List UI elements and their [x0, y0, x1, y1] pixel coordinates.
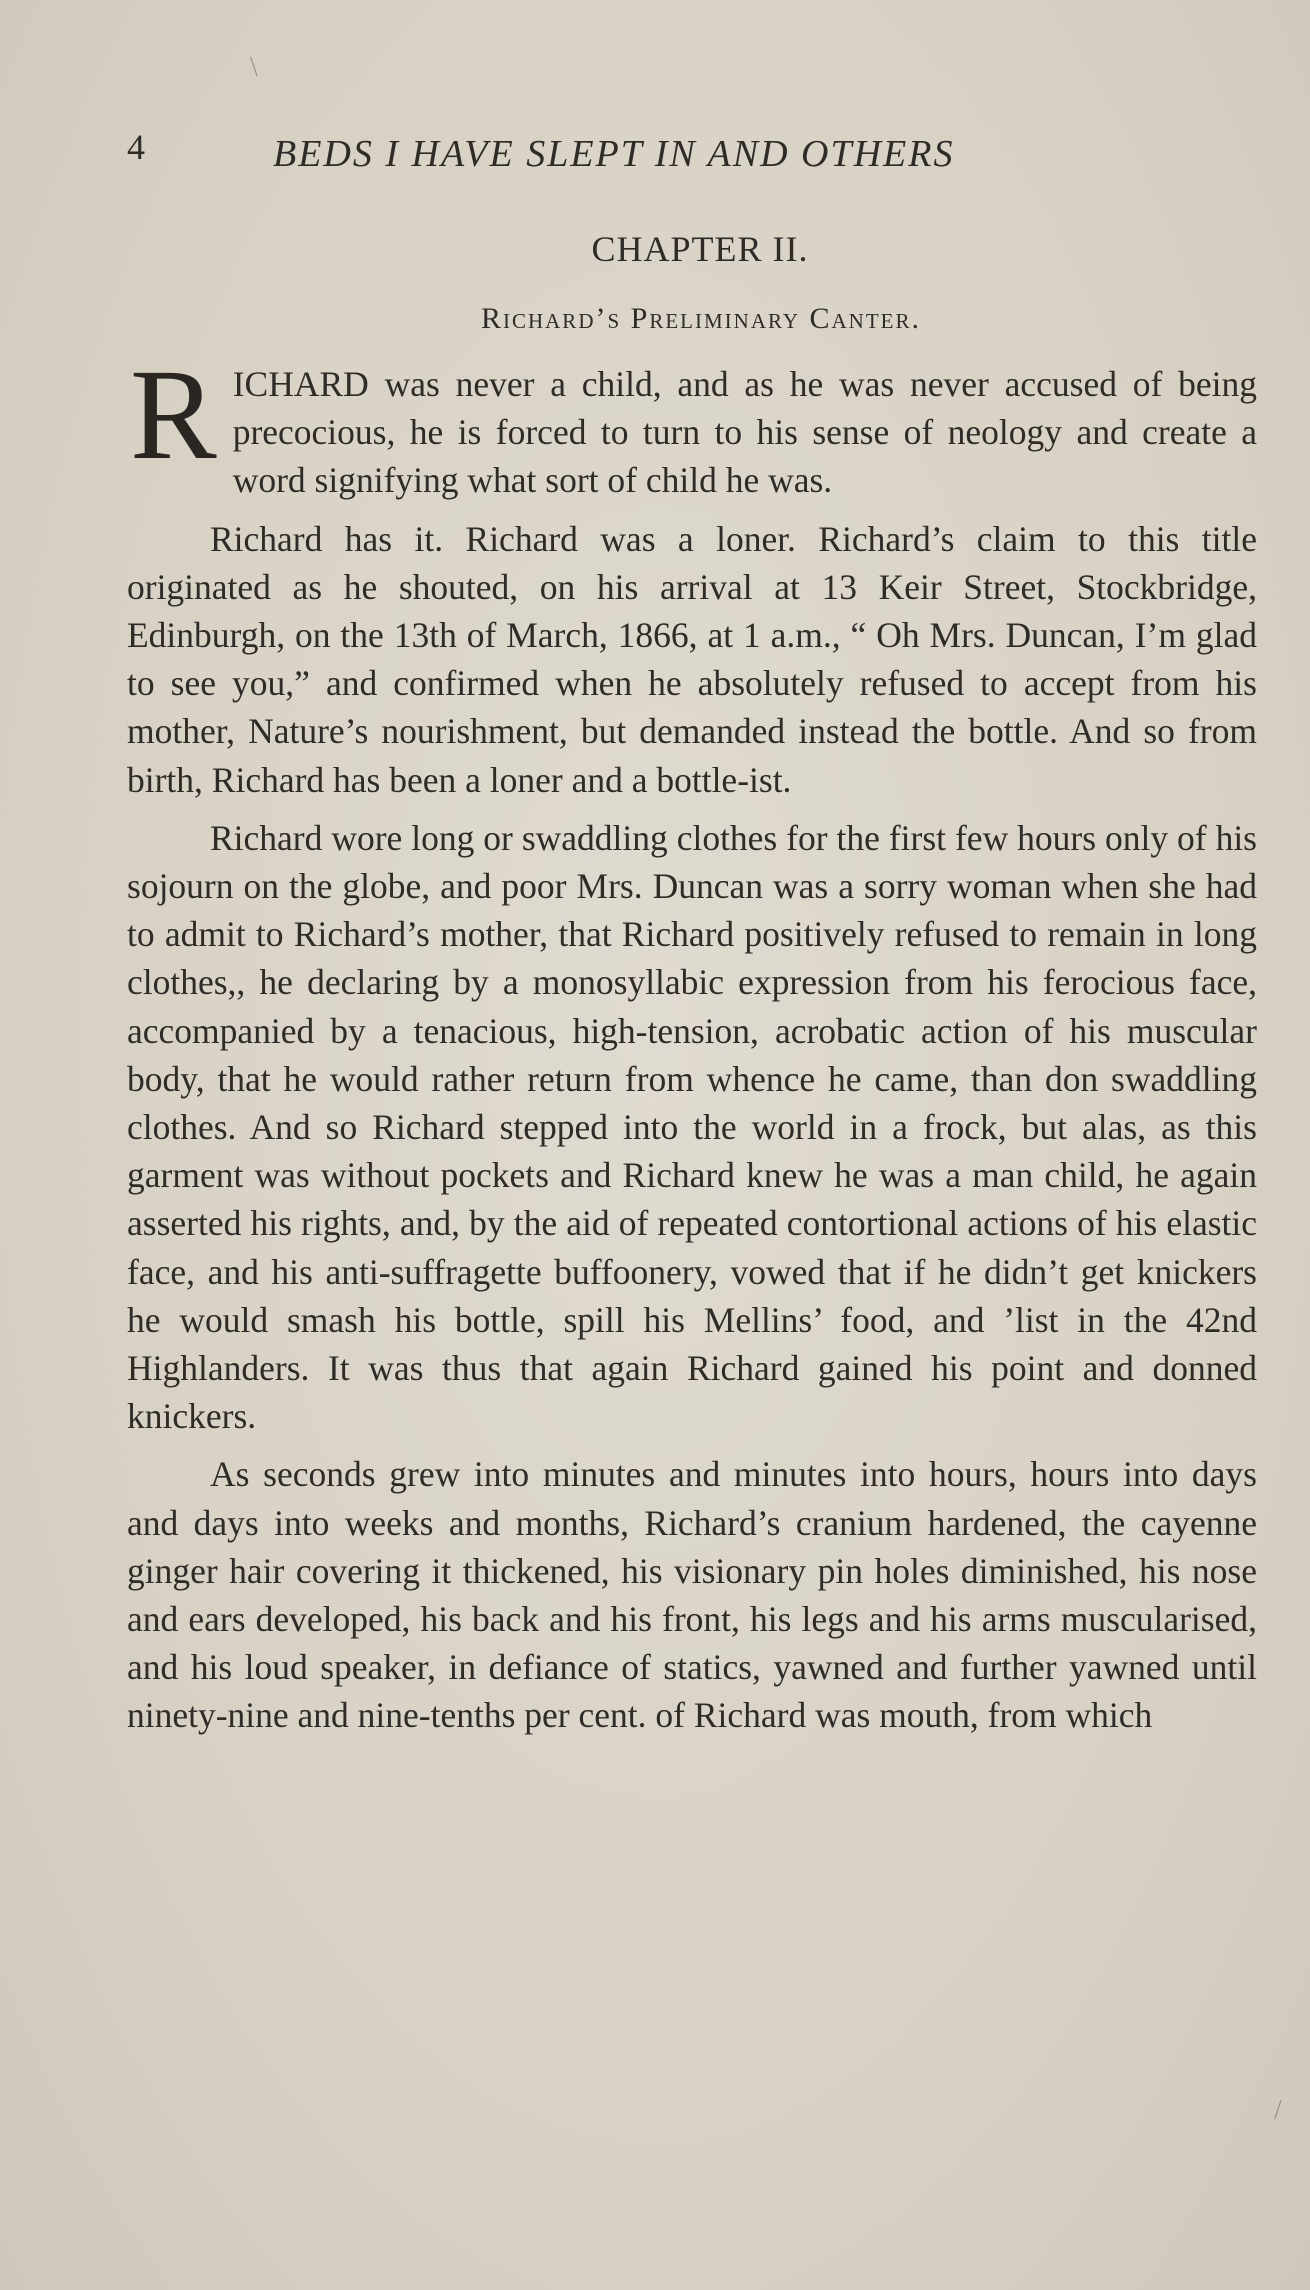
running-title: BEDS I HAVE SLEPT IN AND OTHERS [273, 133, 955, 175]
paragraph-1-text: ICHARD was never a child, and as he was never accused of being precocious, he is forced to turn to his sense of neology and create a word signifying what sort of child he was. [232, 364, 1257, 501]
body-text [127, 343, 1257, 1740]
paragraph-4: As seconds grew into minutes and minutes into hours, hours into days and days into weeks and months, Richard’s cranium hardened, the cayenne ginger hair covering it thickened, his visionary pin holes diminished, his nose and ears developed, his back and his front, his legs and his arms muscularised, and his loud speaker, in defiance of statics, yawned and further yawned until ninety-nine and nine-tenths per cent. of Richard was mouth, from which [127, 1454, 1257, 1736]
drop-cap: R [130, 343, 217, 487]
page-number: 4 [127, 127, 145, 167]
paragraph-3: Richard wore long or swaddling clothes for the first few hours only of his sojourn on the globe, and poor Mrs. Duncan was a sorry woman when she had to admit to Richard’s mother, that Richard positively refused to remain in long clothes,, he declaring by a monosyllabic expression from his ferocious face, accompanied by a tenacious, high-tension, acrobatic action of his muscular body, that he would rather return from whence he came, than don swaddling clothes. And so Richard stepped into the world in a frock, but alas, as this garment was without pockets and Richard knew he was a man child, he again asserted his rights, and, by the aid of repeated contortional actions of his elastic face, and his anti-suffragette buffoonery, vowed that if he didn’t get knickers he would smash his bottle, spill his Mellins’ food, and ’list in the 42nd Highlanders. It was thus that again Richard gained his point and donned knickers. [127, 817, 1257, 1437]
page-header [125, 126, 1125, 186]
chapter-subtitle: Richard’s Preliminary Canter. [480, 302, 922, 335]
paragraph-2: Richard has it. Richard was a loner. Richard’s claim to this title originated as he shouted, on his arrival at 13 Keir Street, Stockbridge, Edinburgh, on the 13th of March, 1866, at 1 a.m., “ Oh Mrs. Duncan, I’m glad to see you,” and confirmed when he absolutely refused to accept from his mother, Nature’s nourishment, but demanded instead the bottle. And so from birth, Richard has been a loner and a bottle-ist. [127, 518, 1257, 800]
paper-speck: / [1274, 2095, 1282, 2126]
chapter-title: CHAPTER II. [591, 229, 809, 269]
paper-speck: \ [250, 52, 258, 83]
paragraph-1 [127, 343, 1257, 505]
